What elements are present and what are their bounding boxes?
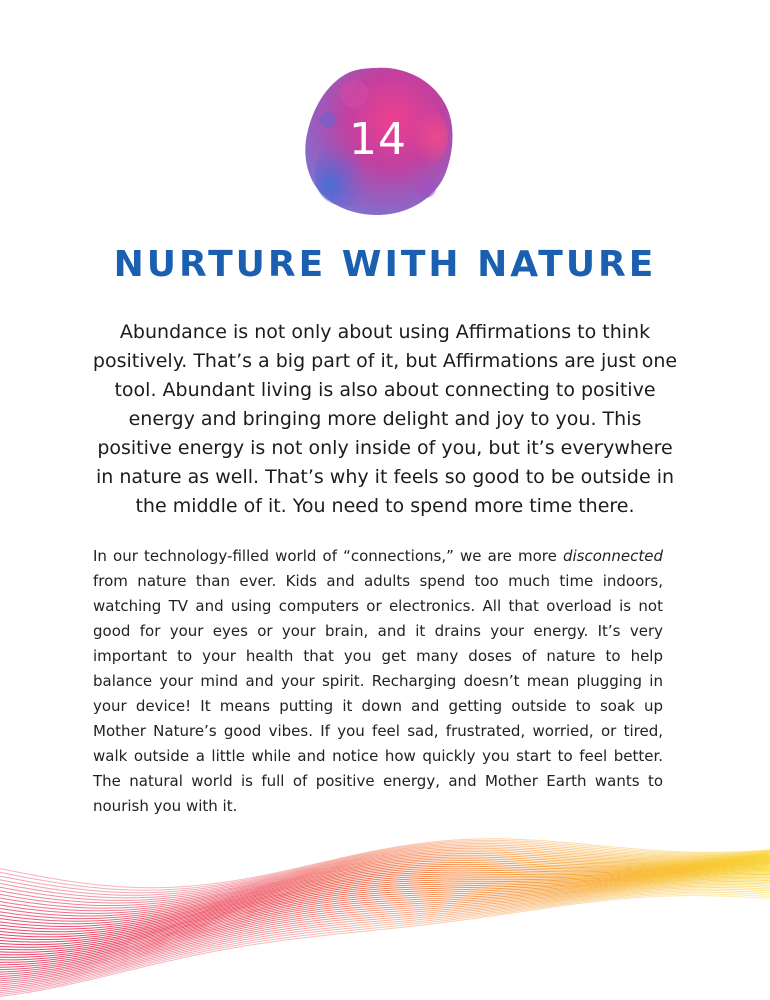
body-paragraph bbox=[93, 544, 663, 819]
body-lead-text: In our technology-filled world of “connections,” we are more bbox=[93, 547, 563, 565]
chapter-title: NURTURE WITH NATURE bbox=[113, 244, 657, 285]
footer-waves bbox=[0, 815, 770, 1000]
color-waves-decoration bbox=[0, 815, 770, 1000]
intro-paragraph: Abundance is not only about using Affirmations to think positively. That’s a big part of it, but Affirmations are just one tool. Abundant living is also about connecting to positive energy and bringing more delight and joy to you. This positive energy is not only inside of you, but it’s everywhere in nature as well. That’s why it feels so good to be outside in the middle of it. You need to spend more time there. bbox=[92, 321, 678, 517]
chapter-badge bbox=[298, 60, 458, 220]
body-rest-text: from nature than ever. Kids and adults spend too much time indoors, watching TV and using computers or electronics. All that overload is not good for your eyes or your brain, and it drains your energy. It’s very important to your health that you get many doses of nature to help balance your mind and your spirit. Recharging doesn’t mean plugging in your device! It means putting it down and getting outside to soak up Mother Nature’s good vibes. If you feel sad, frustrated, worried, or tired, walk outside a little while and notice how quickly you start to feel better. The natural world is full of positive energy, and Mother Earth wants to nourish you with it. bbox=[93, 572, 663, 815]
body-emphasis-text: disconnected bbox=[562, 547, 663, 565]
chapter-number: 14 bbox=[349, 114, 407, 165]
